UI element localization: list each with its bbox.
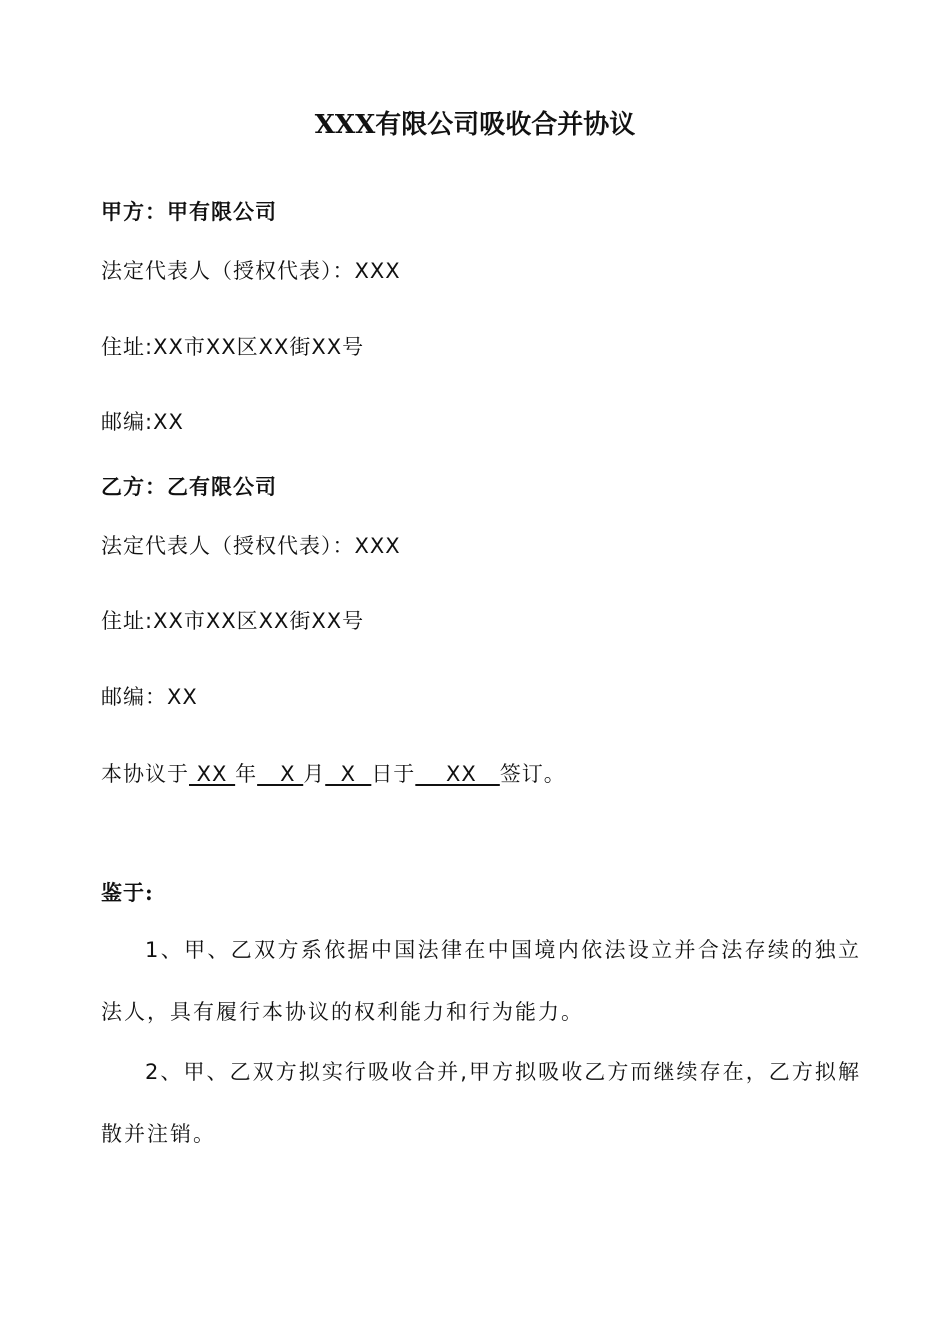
party-b-representative: 法定代表人（授权代表）：XXX <box>101 534 401 558</box>
signing-year-label: 年 <box>235 762 258 786</box>
whereas-heading: 鉴于: <box>101 880 154 905</box>
party-b-heading: 乙方：乙有限公司 <box>101 474 277 499</box>
party-a-postcode: 邮编:XX <box>101 410 184 434</box>
clause-2: 2、甲、乙双方拟实行吸收合并,甲方拟吸收乙方而继续存在，乙方拟解散并注销。 <box>101 1060 861 1146</box>
document-title: XXX有限公司吸收合并协议 <box>314 110 636 140</box>
signing-month-label: 月 <box>303 762 326 786</box>
signing-prefix: 本协议于 <box>101 762 189 786</box>
clause-1: 1、甲、乙双方系依据中国法律在中国境内依法设立并合法存续的独立法人，具有履行本协议的权利能力和行为能力。 <box>101 938 861 1024</box>
signing-month-value: X <box>257 762 304 786</box>
signing-year-value: XX <box>189 762 236 786</box>
signing-line <box>101 760 566 788</box>
party-b-address: 住址:XX市XX区XX街XX号 <box>101 609 365 633</box>
party-a-heading: 甲方：甲有限公司 <box>101 199 277 224</box>
signing-day-label: 日于 <box>371 762 416 786</box>
party-a-address: 住址:XX市XX区XX街XX号 <box>101 335 365 359</box>
party-b-postcode: 邮编：XX <box>101 685 198 709</box>
signing-place-value: XX <box>415 762 500 786</box>
party-a-representative: 法定代表人（授权代表）：XXX <box>101 259 401 283</box>
signing-suffix: 签订。 <box>499 762 566 786</box>
signing-day-value: X <box>325 762 372 786</box>
